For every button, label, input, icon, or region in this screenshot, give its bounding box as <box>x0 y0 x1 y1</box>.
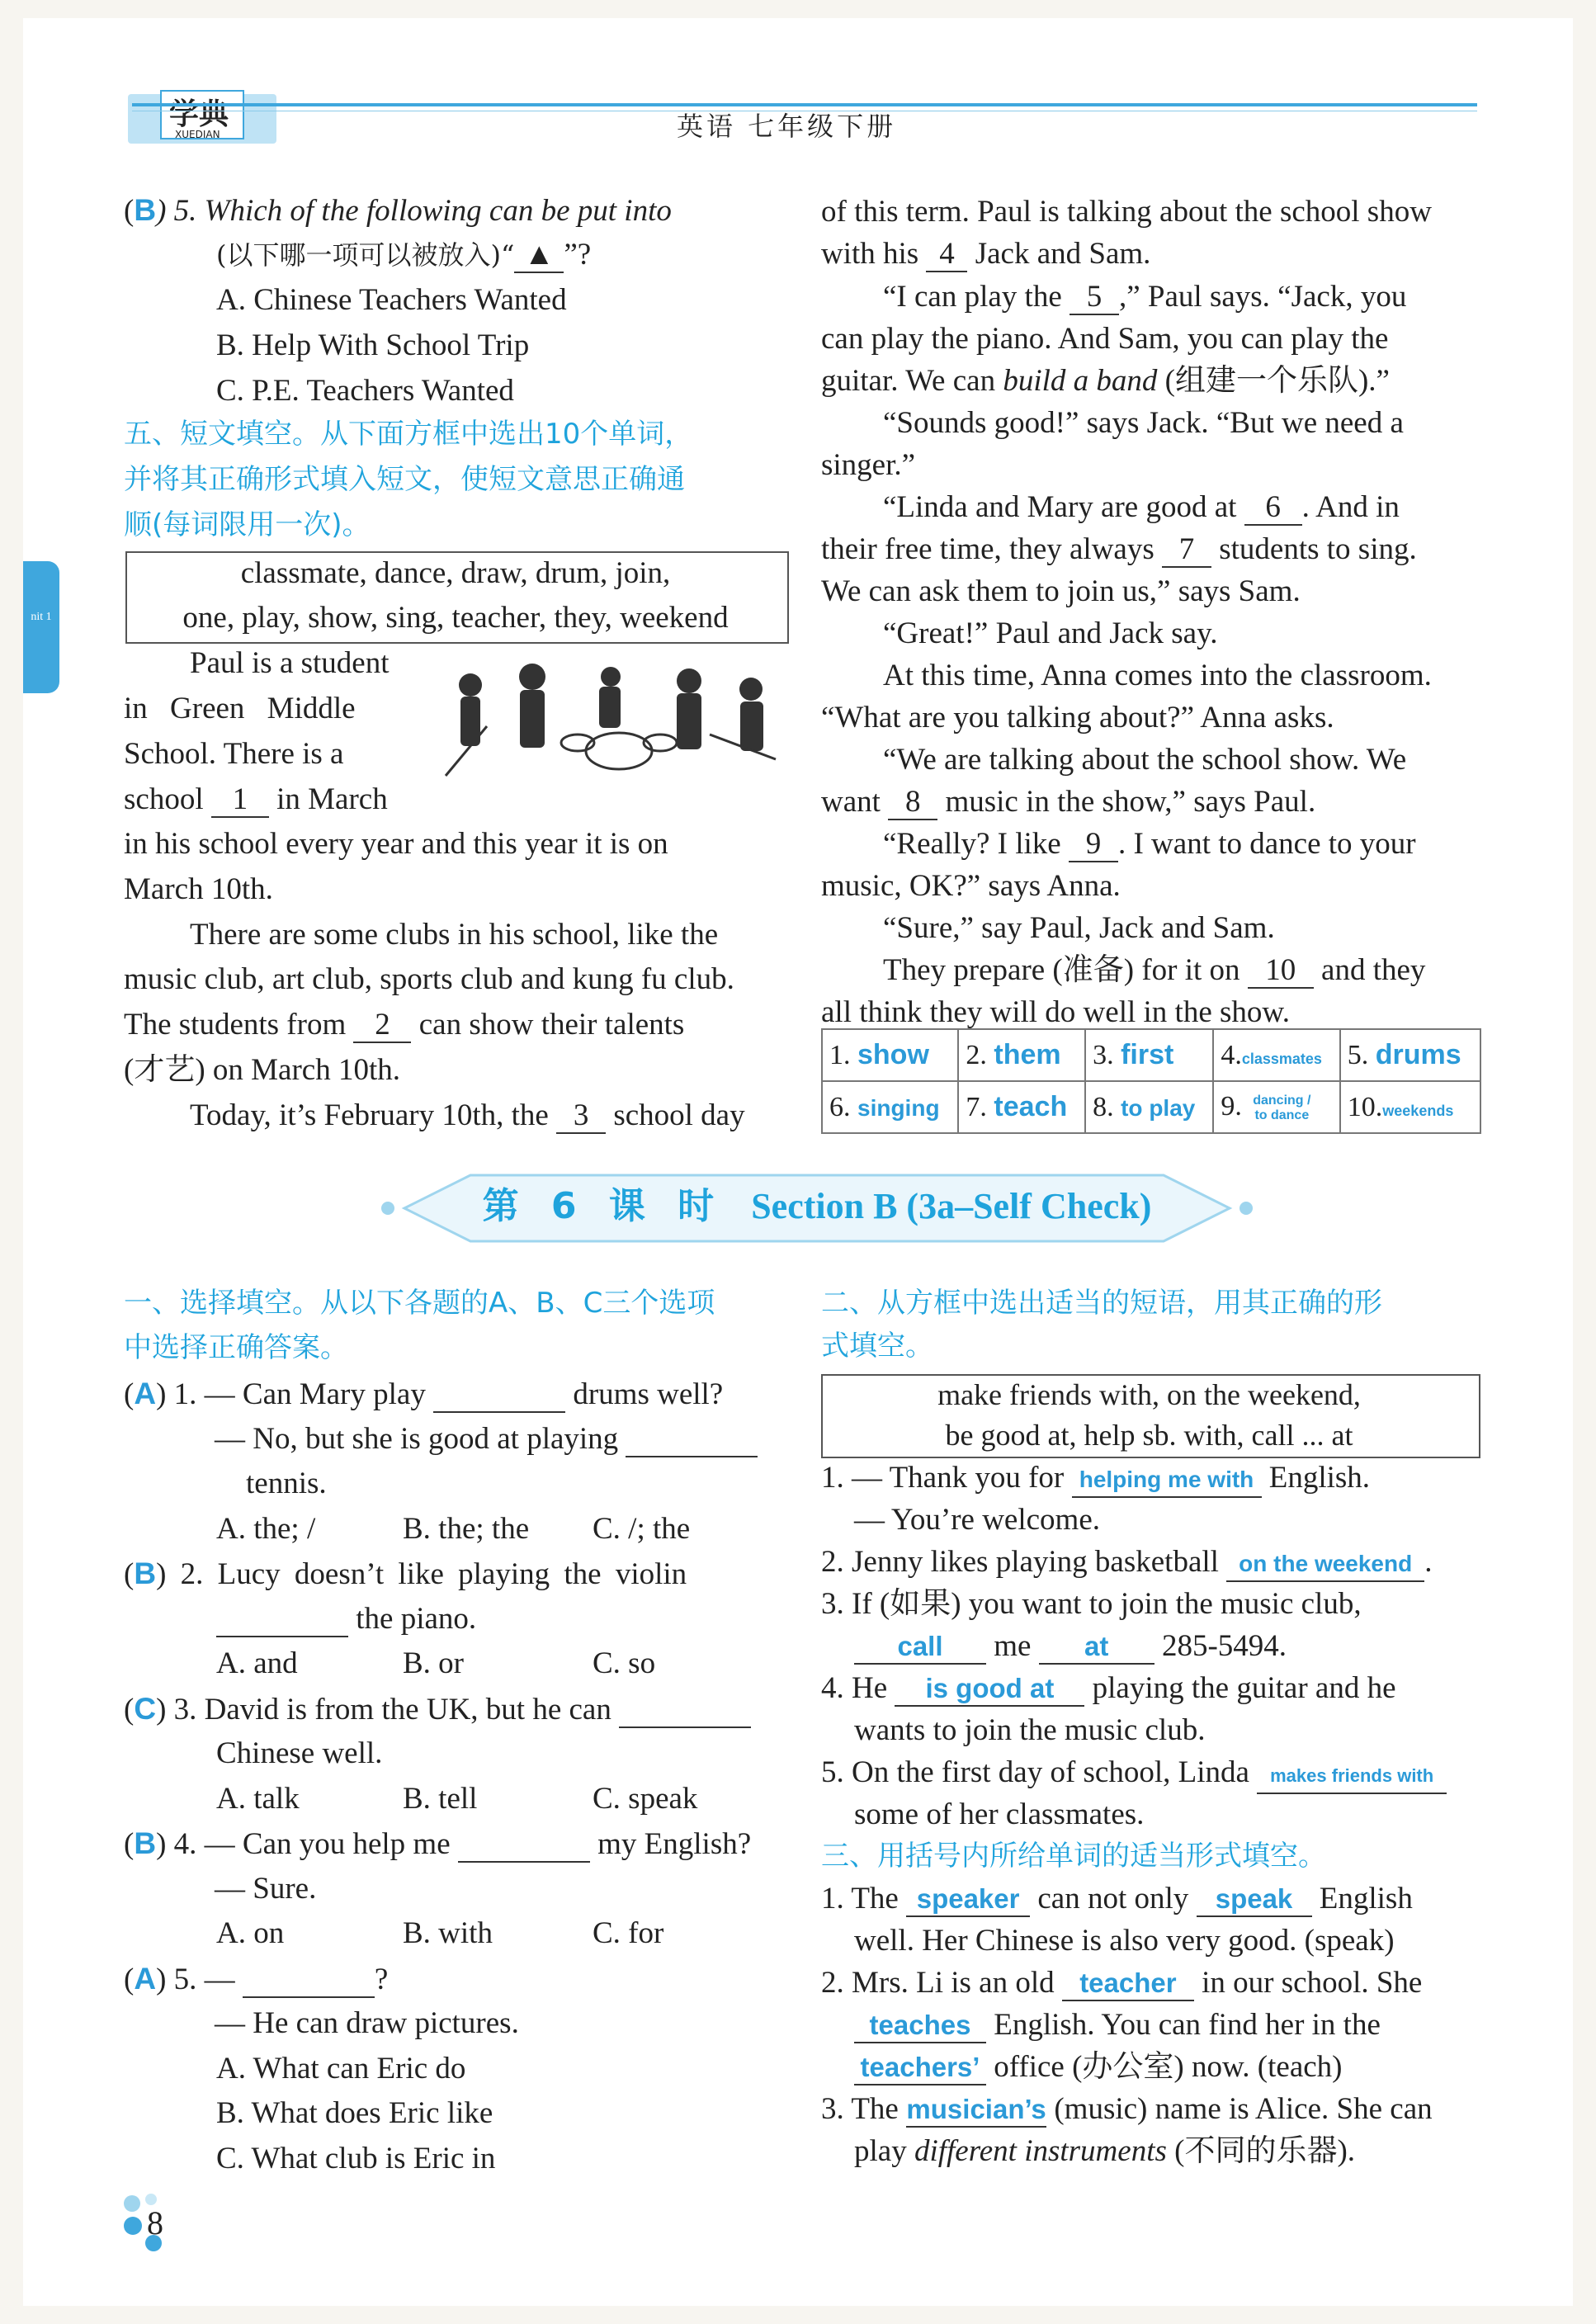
rp-text: . I want to dance to your <box>1117 827 1416 861</box>
ph-answer: helping me with <box>1079 1467 1254 1492</box>
phrase-box-line2: be good at, help sb. with, call ... at <box>945 1419 1353 1452</box>
p2-text-end: can show their talents <box>418 1008 685 1042</box>
logo-text: 学典 <box>169 97 229 131</box>
wf-text: 2. Mrs. Li is an old <box>821 1966 1055 2000</box>
answer-cell <box>958 1081 1085 1133</box>
ans-word: first <box>1121 1039 1174 1070</box>
ph-q3-line2 <box>854 1625 1287 1667</box>
triangle-blank: ▲ <box>514 239 564 273</box>
blank-4[interactable]: 4 <box>926 238 967 272</box>
wf-q1-line2: well. Her Chinese is also very good. (speak) <box>854 1924 1395 1958</box>
wf-text: 1. The <box>821 1882 899 1915</box>
q3-option-a: A. talk <box>216 1782 300 1816</box>
q1-text: ) 1. — Can Mary play <box>156 1377 426 1411</box>
mc-q4-line1: (B) 4. — Can you help me my English? <box>124 1826 752 1861</box>
rp-line15 <box>821 780 1315 824</box>
p2-text: The students from <box>124 1008 347 1042</box>
sec5-title-3: 顺(每词限用一次)。 <box>124 508 371 541</box>
wf-answer: teaches <box>869 2010 971 2040</box>
wf-answer: teachers’ <box>860 2052 980 2082</box>
rp-line18: “Sure,” say Paul, Jack and Sam. <box>883 911 1275 945</box>
q4-text-end: my English? <box>597 1827 752 1861</box>
q1-blank[interactable] <box>433 1378 565 1413</box>
answer-cell <box>1213 1081 1339 1133</box>
rp-line11: “Great!” Paul and Jack say. <box>883 616 1218 650</box>
ph-text: me <box>994 1629 1032 1663</box>
s3-title: 三、用括号内所给单词的适当形式填空。 <box>821 1840 1326 1873</box>
logo-sub: XUEDIAN <box>175 129 220 140</box>
ph-text: 4. He <box>821 1671 888 1705</box>
answer-cell <box>958 1029 1085 1081</box>
ph-q3-line1: 3. If (如果) you want to join the music club, <box>821 1587 1362 1621</box>
ph-blank-5[interactable] <box>1257 1756 1447 1794</box>
sec5-title-2: 并将其正确形式填入短文，使短文意思正确通 <box>124 463 685 496</box>
q5-option-c: C. P.E. Teachers Wanted <box>216 374 514 408</box>
mc-q2-line2 <box>216 1597 476 1641</box>
p2-line1: There are some clubs in his school, like the <box>190 918 719 952</box>
answer-row-1 <box>822 1029 1480 1081</box>
ph-q5-line2: some of her classmates. <box>854 1797 1145 1831</box>
rp-line1: of this term. Paul is talking about the school show <box>821 195 1432 229</box>
q2-text: ) 2. Lucy doesn’t like playing the violin <box>156 1557 687 1591</box>
rp-text: want <box>821 785 881 819</box>
ans-word: them <box>994 1039 1061 1070</box>
q4-option-a: A. on <box>216 1916 285 1950</box>
q5-answer: B <box>134 193 157 227</box>
sec5-title-1: 五、短文填空。从下面方框中选出10个单词， <box>124 418 693 451</box>
wf-text: office (办公室) now. (teach) <box>994 2050 1343 2084</box>
wf-q3-line1 <box>821 2088 1433 2130</box>
q5-option-b: B. What does Eric like <box>216 2096 493 2130</box>
s2-title-1: 二、从方框中选出适当的短语，用其正确的形 <box>821 1287 1382 1320</box>
rp-line13: “What are you talking about?” Anna asks. <box>821 701 1334 735</box>
ans-word: teach <box>994 1091 1068 1122</box>
ph-blank-4[interactable] <box>895 1672 1084 1707</box>
ph-q1-line2: — You’re welcome. <box>854 1503 1101 1537</box>
p2-line4: (才艺) on March 10th. <box>124 1053 400 1087</box>
q5-answer: A <box>134 1962 157 1996</box>
rp-text: They prepare (准备) for it on <box>883 953 1240 987</box>
rp-text: (组建一个乐队).” <box>1157 364 1390 398</box>
ans-word: show <box>857 1039 929 1070</box>
ph-blank-2[interactable] <box>1226 1546 1424 1582</box>
blank-6[interactable]: 6 <box>1244 491 1302 526</box>
ans-num: 1. <box>829 1040 851 1070</box>
answer-cell <box>1085 1081 1213 1133</box>
rp-line14: “We are talking about the school show. We <box>883 743 1407 777</box>
q2-option-c: C. so <box>593 1646 656 1680</box>
answer-grid <box>821 1028 1481 1134</box>
wf-text: can not only <box>1037 1882 1189 1915</box>
rp-text: with his <box>821 237 919 271</box>
p1-line4 <box>124 777 388 821</box>
rp-line8 <box>883 485 1400 529</box>
q1-answer: A <box>134 1377 157 1410</box>
answer-cell <box>1340 1029 1480 1081</box>
q1-blank-2[interactable] <box>626 1423 758 1457</box>
rp-text: guitar. We can <box>821 364 1003 398</box>
p3-line1 <box>190 1094 745 1137</box>
ans-word: drums <box>1375 1039 1461 1070</box>
wf-q2-line3 <box>854 2046 1343 2088</box>
wf-answer: speaker <box>916 1883 1020 1914</box>
blank-5[interactable]: 5 <box>1070 281 1119 315</box>
q5-option-b: B. Help With School Trip <box>216 328 530 362</box>
mc-q5-line2: — He can draw pictures. <box>215 2006 519 2040</box>
rp-text: their free time, they always <box>821 532 1155 566</box>
q1-option-c: C. /; the <box>593 1512 691 1546</box>
q5-blank[interactable] <box>243 1963 375 1998</box>
ph-text: . <box>1424 1545 1433 1579</box>
ans-num: 10. <box>1347 1091 1383 1122</box>
ans-num: 9. <box>1221 1090 1242 1122</box>
page-number: 8 <box>147 2204 163 2241</box>
wf-text: play <box>854 2134 914 2168</box>
q3-text: ) 3. David is from the UK, but he can <box>156 1693 611 1726</box>
ans-num: 2. <box>966 1040 987 1070</box>
rp-line10: We can ask them to join us,” says Sam. <box>821 574 1301 608</box>
q3-option-c: C. speak <box>593 1782 698 1816</box>
rp-line3 <box>883 275 1406 319</box>
q5-option-a: A. Chinese Teachers Wanted <box>216 283 567 317</box>
q5-stem-line1: (B) 5. Which of the following can be put into <box>124 193 672 228</box>
s1-title-1: 一、选择填空。从以下各题的A、B、C三个选项 <box>124 1287 715 1320</box>
q1-option-a: A. the; / <box>216 1512 316 1546</box>
q4-text: ) 4. — Can you help me <box>156 1827 451 1861</box>
section-title: Section B (3a–Self Check) <box>751 1186 1152 1226</box>
rp-text: Jack and Sam. <box>975 237 1151 271</box>
wf-italic: different instruments <box>914 2134 1167 2168</box>
rp-line6: “Sounds good!” says Jack. “But we need a <box>883 406 1404 440</box>
q3-answer: C <box>134 1692 157 1726</box>
p1-line1: Paul is a student <box>190 646 390 680</box>
ph-blank-1[interactable] <box>1072 1462 1262 1498</box>
ans-word: classmates <box>1241 1050 1322 1067</box>
blank-9[interactable]: 9 <box>1069 828 1118 862</box>
ph-text: 1. — Thank you for <box>821 1461 1065 1495</box>
ph-q2-line1 <box>821 1541 1432 1583</box>
ph-q5-line1 <box>821 1751 1447 1794</box>
q3-blank[interactable] <box>619 1693 751 1728</box>
blank-7[interactable]: 7 <box>1162 533 1211 568</box>
blank-8[interactable]: 8 <box>888 786 937 820</box>
q1-text-end: drums well? <box>573 1377 724 1411</box>
s1-title-2: 中选择正确答案。 <box>124 1331 348 1364</box>
phrase-box-line1: make friends with, on the weekend, <box>937 1378 1361 1411</box>
q5-text: ) 5. Which of the following can be put into <box>156 194 672 228</box>
p1-text: school <box>124 782 204 816</box>
q4-blank[interactable] <box>458 1828 590 1863</box>
answer-cell <box>822 1081 958 1133</box>
answer-cell <box>822 1029 958 1081</box>
q4-option-c: C. for <box>593 1916 664 1950</box>
lesson-number: 第 6 课 时 <box>482 1185 725 1227</box>
wf-blank-2c[interactable] <box>854 2051 986 2085</box>
rp-line4: can play the piano. And Sam, you can play the <box>821 322 1389 356</box>
p1-line6: March 10th. <box>124 872 273 906</box>
mc-q1-line2 <box>215 1417 758 1461</box>
q2-option-b: B. or <box>403 1646 464 1680</box>
wf-q1-line1 <box>821 1878 1413 1920</box>
ph-text: English. <box>1268 1461 1371 1495</box>
mc-q4-line2: — Sure. <box>215 1872 317 1906</box>
q5-option-c: C. What club is Eric in <box>216 2142 496 2175</box>
wf-text: English. You can find her in the <box>994 2008 1381 2042</box>
q2-answer: B <box>134 1556 157 1590</box>
p1-line2: in Green Middle <box>124 692 356 725</box>
ph-answer: is good at <box>925 1673 1055 1703</box>
rp-text: ,” Paul says. “Jack, you <box>1119 280 1407 314</box>
ans-num: 8. <box>1093 1091 1114 1122</box>
ans-word: weekends <box>1382 1102 1454 1119</box>
mc-q3-line2: Chinese well. <box>216 1736 383 1770</box>
answer-row-2 <box>822 1081 1480 1133</box>
rp-text: “Really? I like <box>883 827 1061 861</box>
wf-text: in our school. She <box>1202 1966 1423 2000</box>
rp-line19 <box>883 948 1425 992</box>
ph-answer: at <box>1084 1631 1109 1661</box>
ph-answer: on the weekend <box>1239 1551 1413 1576</box>
mc-q2-line1: (B) 2. Lucy doesn’t like playing the violin <box>124 1556 687 1591</box>
rp-text: . And in <box>1301 490 1400 524</box>
q5-text-end: ? <box>374 1963 389 1996</box>
rp-line17: music, OK?” says Anna. <box>821 869 1121 903</box>
wf-text: (music) name is Alice. She can <box>1054 2092 1433 2126</box>
q4-answer: B <box>134 1826 157 1860</box>
wf-answer: musician’s <box>906 2094 1046 2124</box>
ans-num: 4. <box>1221 1039 1242 1070</box>
q2-text-end: the piano. <box>356 1602 477 1636</box>
q4-option-b: B. with <box>403 1916 493 1950</box>
ph-answer: call <box>897 1631 943 1661</box>
p2-line2: music club, art club, sports club and kung fu club. <box>124 962 734 996</box>
ph-q4-line2: wants to join the music club. <box>854 1713 1206 1747</box>
ph-answer: makes friends with <box>1270 1765 1434 1786</box>
q1-option-b: B. the; the <box>403 1512 530 1546</box>
ph-q4-line1 <box>821 1667 1396 1709</box>
s2-title-2: 式填空。 <box>821 1330 933 1363</box>
rp-line5 <box>821 359 1390 403</box>
rp-text: students to sing. <box>1219 532 1417 566</box>
q5-zh: (以下哪一项可以被放入)“ <box>216 239 515 271</box>
rp-line2 <box>821 232 1150 276</box>
q2-option-a: A. and <box>216 1646 298 1680</box>
rp-line12: At this time, Anna comes into the classroom. <box>883 659 1432 692</box>
wf-answer: speak <box>1215 1883 1293 1914</box>
ph-text: 285-5494. <box>1161 1629 1287 1663</box>
q5-stem-line2 <box>216 233 591 277</box>
wf-q3-line2 <box>854 2130 1355 2172</box>
p2-line3 <box>124 1003 684 1046</box>
banner-title <box>446 1176 1188 1229</box>
ph-q1-line1 <box>821 1457 1370 1499</box>
q2-blank[interactable] <box>216 1603 348 1637</box>
word-box-line2: one, play, show, sing, teacher, they, weekend <box>182 601 729 635</box>
q5-option-a: A. What can Eric do <box>216 2052 466 2085</box>
rp-line9 <box>821 527 1417 571</box>
wf-blank-3[interactable] <box>906 2093 1046 2128</box>
mc-q5-line1: (A) 5. — ? <box>124 1962 389 1996</box>
answer-cell <box>1340 1081 1480 1133</box>
mc-q3-line1: (C) 3. David is from the UK, but he can <box>124 1687 751 1731</box>
rp-text: music in the show,” says Paul. <box>945 785 1316 819</box>
answer-cell <box>1085 1029 1213 1081</box>
ph-text: 5. On the first day of school, Linda <box>821 1755 1249 1789</box>
wf-blank-2b[interactable] <box>854 2009 986 2043</box>
wf-text: 3. The <box>821 2092 899 2126</box>
p1-text-end: in March <box>276 782 388 816</box>
ans-word: singing <box>857 1094 940 1121</box>
ans-num: 7. <box>966 1092 987 1122</box>
rp-italic: build a band <box>1003 364 1158 398</box>
ans-num: 6. <box>829 1091 851 1122</box>
ans-word: dancing / to dance <box>1253 1094 1311 1123</box>
ans-num: 3. <box>1093 1040 1114 1070</box>
ans-num: 5. <box>1347 1040 1369 1070</box>
rp-line20: all think they will do well in the show. <box>821 995 1290 1029</box>
unit-side-tab: nit 1 <box>23 561 59 693</box>
ans-word: to play <box>1121 1094 1196 1121</box>
q1-reply: — No, but she is good at playing <box>215 1422 619 1456</box>
word-box-line1: classmate, dance, draw, drum, join, <box>240 556 671 590</box>
mc-q1-line3: tennis. <box>246 1467 327 1500</box>
p3-text: Today, it’s February 10th, the <box>190 1098 549 1132</box>
ph-text: playing the guitar and he <box>1092 1671 1396 1705</box>
q3-option-b: B. tell <box>403 1782 478 1816</box>
blank-10[interactable]: 10 <box>1248 954 1314 989</box>
p1-line3: School. There is a <box>124 737 344 771</box>
p1-line5: in his school every year and this year it is on <box>124 827 668 861</box>
q5-text: ) 5. — <box>156 1963 235 1996</box>
ph-blank-3b[interactable] <box>1039 1630 1155 1665</box>
q5-zh-end: ”? <box>564 238 592 272</box>
wf-answer: teacher <box>1079 1967 1177 1998</box>
blank-1[interactable]: 1 <box>211 783 269 818</box>
blank-3[interactable]: 3 <box>556 1099 606 1134</box>
p3-text-end: school day <box>613 1098 745 1132</box>
rp-text: and they <box>1321 953 1426 987</box>
wf-q2-line1 <box>821 1962 1422 2004</box>
rp-line7: singer.” <box>821 448 916 482</box>
rp-text: “Linda and Mary are good at <box>883 490 1237 524</box>
answer-cell <box>1213 1029 1339 1081</box>
book-title: 英语 七年级下册 <box>677 111 897 142</box>
wf-blank-1b[interactable] <box>1197 1882 1312 1917</box>
blank-2[interactable]: 2 <box>353 1008 411 1043</box>
rp-text: “I can play the <box>883 280 1062 314</box>
rp-line16 <box>883 822 1416 866</box>
mc-q1-line1: (A) 1. — Can Mary play drums well? <box>124 1377 724 1411</box>
wf-blank-1a[interactable] <box>906 1882 1030 1917</box>
wf-text: (不同的乐器). <box>1166 2134 1356 2168</box>
wf-q2-line2 <box>854 2004 1381 2046</box>
ph-text: 2. Jenny likes playing basketball <box>821 1545 1219 1579</box>
wf-text: English <box>1319 1882 1413 1915</box>
wf-blank-2a[interactable] <box>1062 1967 1194 2001</box>
ph-blank-3a[interactable] <box>854 1630 986 1665</box>
band-illustration <box>437 652 784 792</box>
